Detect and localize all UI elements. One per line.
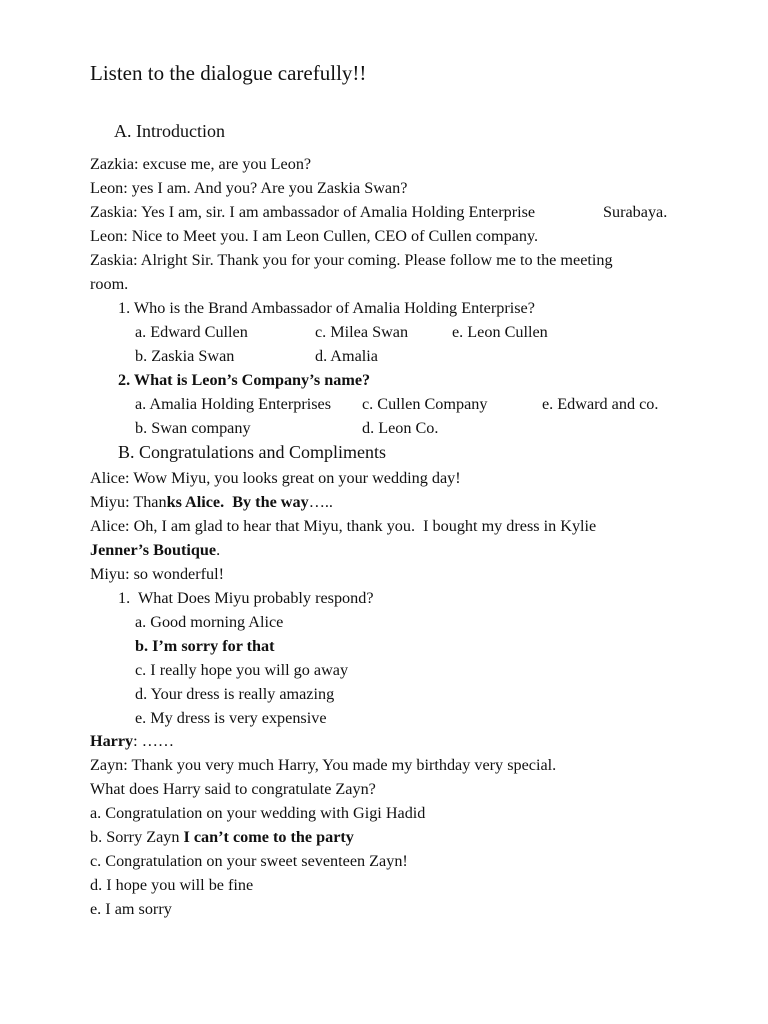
text-run-bold: Jenner’s Boutique <box>90 541 217 559</box>
option: c. Cullen Company <box>362 395 488 413</box>
question-a2: 2. What is Leon’s Company’s name? <box>118 371 371 389</box>
text-run-bold: ks Alice. By the way <box>166 493 309 511</box>
document-title: Listen to the dialogue carefully!! <box>90 61 367 85</box>
dialogue-line: Zaskia: Alright Sir. Thank you for your coming. Please follow me to the meeting <box>90 251 613 269</box>
question-b1: 1. What Does Miyu probably respond? <box>118 589 374 607</box>
dialogue-line: Zaskia: Yes I am, sir. I am ambassador of Amalia Holding Enterprise <box>90 203 536 221</box>
question-b2: What does Harry said to congratulate Zayn? <box>90 780 376 798</box>
option: e. Edward and co. <box>542 395 659 413</box>
option: a. Good morning Alice <box>135 613 284 631</box>
option: d. Your dress is really amazing <box>135 685 335 703</box>
dialogue-line: Alice: Wow Miyu, you looks great on your wedding day! <box>90 469 461 487</box>
option: a. Amalia Holding Enterprises <box>135 395 332 413</box>
option: c. I really hope you will go away <box>135 661 349 679</box>
text-run: : …… <box>133 732 175 750</box>
dialogue-line: Leon: yes I am. And you? Are you Zaskia Swan? <box>90 179 408 197</box>
option: b. Swan company <box>135 419 251 437</box>
option: c. Milea Swan <box>315 323 409 341</box>
section-a-heading: A. Introduction <box>114 121 225 141</box>
text-run-bold: Harry <box>90 732 134 750</box>
dialogue-line: Miyu: so wonderful! <box>90 565 224 583</box>
option: b. I’m sorry for that <box>135 637 275 655</box>
option: a. Edward Cullen <box>135 323 248 341</box>
option: e. Leon Cullen <box>452 323 548 341</box>
dialogue-line: Leon: Nice to Meet you. I am Leon Cullen, CEO of Cullen company. <box>90 227 539 245</box>
option: a. Congratulation on your wedding with Gigi Hadid <box>90 804 426 822</box>
dialogue-line <box>90 492 333 512</box>
dialogue-line <box>90 540 220 560</box>
text-run-bold: I can’t come to the party <box>183 828 354 846</box>
dialogue-line: Zayn: Thank you very much Harry, You made my birthday very special. <box>90 756 557 774</box>
text-run: Miyu: Than <box>90 493 167 511</box>
option: e. My dress is very expensive <box>135 709 327 727</box>
text-run: . <box>216 541 221 559</box>
text-run: b. Sorry Zayn <box>90 828 184 846</box>
text-run: ….. <box>308 493 333 511</box>
dialogue-line: Zazkia: excuse me, are you Leon? <box>90 155 312 173</box>
option: b. Zaskia Swan <box>135 347 235 365</box>
question-a1: 1. Who is the Brand Ambassador of Amalia Holding Enterprise? <box>118 299 535 317</box>
dialogue-line <box>90 731 174 751</box>
option: e. I am sorry <box>90 900 172 918</box>
option: d. Amalia <box>315 347 378 365</box>
option: c. Congratulation on your sweet seventeen Zayn! <box>90 852 408 870</box>
option <box>90 827 354 847</box>
option: d. Leon Co. <box>362 419 439 437</box>
dialogue-line-continuation: Surabaya. <box>603 203 668 221</box>
dialogue-line: room. <box>90 275 129 293</box>
dialogue-line: Alice: Oh, I am glad to hear that Miyu, thank you. I bought my dress in Kylie <box>90 517 597 535</box>
option: d. I hope you will be fine <box>90 876 254 894</box>
section-b-heading: B. Congratulations and Compliments <box>118 442 386 462</box>
